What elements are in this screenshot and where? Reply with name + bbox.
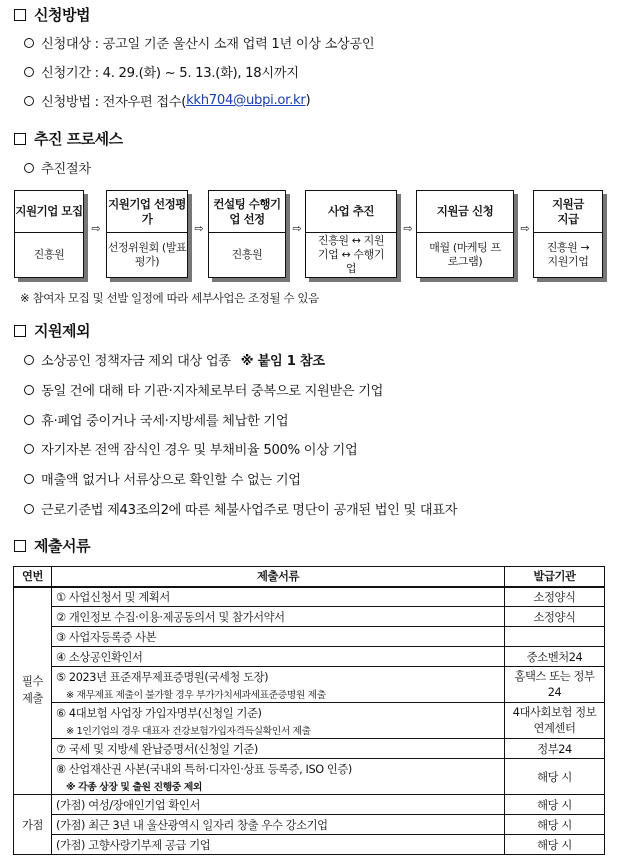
document-name: ① 사업신청서 및 계획서	[52, 587, 505, 607]
document-issuer: 해당 시	[505, 835, 605, 855]
apply-item-text: 신청대상 : 공고일 기준 울산시 소재 업력 1년 이상 소상공인	[41, 37, 375, 52]
process-subtitle	[24, 158, 91, 177]
document-note: ※ 1인기업의 경우 대표자 건강보험가입자격득실확인서 제출	[52, 723, 505, 739]
apply-item-method	[24, 91, 310, 110]
document-name: (가점) 여성/장애인기업 확인서	[52, 795, 505, 815]
right-arrow-icon: ⇨	[194, 222, 204, 235]
process-step-body: 진흥원 ↔ 지원기업 ↔ 수행기업	[317, 234, 385, 275]
process-subtitle-text: 추진절차	[41, 162, 91, 177]
circle-bullet-icon	[24, 38, 34, 48]
process-step-evaluation	[106, 190, 188, 278]
square-bullet-icon	[14, 325, 26, 337]
section-title-documents	[14, 535, 90, 556]
document-name: ⑦ 국세 및 지방세 완납증명서(신청일 기준)	[52, 739, 505, 759]
circle-bullet-icon	[24, 504, 34, 514]
exclusion-item-text: 자기자본 전액 잠식인 경우 및 부채비율 500% 이상 기업	[41, 443, 358, 458]
document-issuer: 중소벤처24	[505, 647, 605, 667]
document-issuer: 해당 시	[505, 815, 605, 835]
process-step-recruit	[14, 190, 84, 278]
section-title-apply	[14, 4, 90, 25]
process-step-body: 진흥원 → 지원기업	[546, 241, 590, 268]
exclusion-item	[24, 410, 288, 429]
document-name: ④ 소상공인확인서	[52, 647, 505, 667]
process-step-body: 선정위원회 (발표평가)	[107, 241, 187, 268]
document-name: (가점) 최근 3년 내 울산광역시 일자리 창출 우수 강소기업	[52, 815, 505, 835]
square-bullet-icon	[14, 133, 26, 145]
document-name: ⑥ 4대보험 사업장 가입자명부(신청일 기준)	[52, 703, 505, 723]
section-title-text: 지원제외	[34, 322, 90, 340]
section-title-text: 제출서류	[34, 537, 90, 555]
process-step-body: 매월 (마케팅 프로그램)	[429, 241, 501, 268]
document-name: ③ 사업자등록증 사본	[52, 627, 505, 647]
exclusion-item-text: 매출액 없거나 서류상으로 확인할 수 없는 기업	[41, 473, 301, 488]
section-title-text: 추진 프로세스	[34, 130, 123, 148]
table-row	[14, 703, 605, 723]
process-step-body: 진흥원	[33, 248, 65, 262]
document-issuer	[505, 627, 605, 647]
process-step-business	[305, 190, 397, 278]
header-no: 연번	[14, 567, 52, 587]
process-step-title: 지원금 신청	[417, 191, 513, 233]
circle-bullet-icon	[24, 385, 34, 395]
circle-bullet-icon	[24, 163, 34, 173]
process-step-title: 지원금 지급	[534, 191, 602, 233]
document-name: (가점) 고향사랑기부제 공급 기업	[52, 835, 505, 855]
process-step-consulting	[208, 190, 286, 278]
document-issuer: 정부24	[505, 739, 605, 759]
table-row	[14, 759, 605, 779]
exclusion-item	[24, 469, 301, 488]
document-note: ※ 재무제표 제출이 불가할 경우 부가가치세과세표준증명원 제출	[52, 687, 505, 703]
header-document: 제출서류	[52, 567, 505, 587]
table-row	[14, 607, 605, 627]
process-step-title: 지원기업 모집	[15, 191, 83, 233]
section-title-exclusion	[14, 320, 90, 341]
circle-bullet-icon	[24, 444, 34, 454]
document-issuer: 4대사회보험 정보연계센터	[505, 703, 605, 739]
apply-item-text: 신청방법 : 전자우편 접수(	[41, 95, 187, 110]
attachment-reference: ※ 붙임 1 참조	[240, 354, 325, 369]
paren-close: )	[305, 93, 311, 108]
circle-bullet-icon	[24, 67, 34, 77]
process-step-apply-fund	[416, 190, 514, 278]
square-bullet-icon	[14, 9, 26, 21]
exclusion-item-text: 동일 건에 대해 타 기관·지자체로부터 중복으로 지원받은 기업	[41, 384, 384, 399]
table-row	[14, 667, 605, 687]
header-issuer: 발급기관	[505, 567, 605, 587]
apply-item-period	[24, 62, 299, 81]
circle-bullet-icon	[24, 355, 34, 365]
square-bullet-icon	[14, 540, 26, 552]
apply-item-text: 신청기간 : 4. 29.(화) ~ 5. 13.(화), 18시까지	[41, 66, 299, 81]
circle-bullet-icon	[24, 96, 34, 106]
document-issuer: 소정양식	[505, 587, 605, 607]
group-label-extra: 가점	[14, 795, 52, 855]
exclusion-item-text: 근로기준법 제43조의2에 따른 체불사업주로 명단이 공개된 법인 및 대표자	[41, 503, 458, 518]
document-name: ⑤ 2023년 표준재무제표증명원(국세청 도장)	[52, 667, 505, 687]
exclusion-item	[24, 380, 383, 399]
table-row	[14, 835, 605, 855]
exclusion-item-text: 휴·폐업 중이거나 국세·지방세를 체납한 기업	[41, 414, 289, 429]
section-title-text: 신청방법	[34, 6, 90, 24]
circle-bullet-icon	[24, 474, 34, 484]
table-row	[14, 647, 605, 667]
process-step-payment	[533, 190, 603, 278]
document-issuer: 해당 시	[505, 795, 605, 815]
document-issuer: 홈택스 또는 정부24	[505, 667, 605, 703]
table-row	[14, 627, 605, 647]
document-issuer: 해당 시	[505, 759, 605, 795]
table-row	[14, 739, 605, 759]
table-row	[14, 587, 605, 607]
exclusion-item	[24, 439, 357, 458]
table-row	[14, 795, 605, 815]
document-name: ② 개인정보 수집·이용·제공동의서 및 참가서약서	[52, 607, 505, 627]
apply-item-target	[24, 33, 374, 52]
process-note: ※ 참여자 모집 및 선발 일정에 따라 세부사업은 조정될 수 있음	[20, 291, 319, 305]
process-step-title: 사업 추진	[306, 191, 396, 233]
document-name: ⑧ 산업재산권 사본(국내외 특허·디자인·상표 등록증, ISO 인증)	[52, 759, 505, 779]
circle-bullet-icon	[24, 415, 34, 425]
table-header-row	[14, 567, 605, 587]
right-arrow-icon: ⇨	[91, 222, 101, 235]
process-step-body: 진흥원	[231, 248, 263, 262]
document-note: ※ 각종 상장 및 출원 진행중 제외	[52, 779, 505, 795]
exclusion-item	[24, 350, 325, 369]
email-link[interactable]: kkh704@ubpi.or.kr	[186, 93, 306, 108]
section-title-process	[14, 128, 123, 149]
process-step-title: 지원기업 선정평가	[107, 191, 187, 233]
documents-table	[13, 566, 605, 855]
exclusion-item-text: 소상공인 정책자금 제외 대상 업종	[41, 354, 231, 369]
exclusion-item	[24, 499, 457, 518]
right-arrow-icon: ⇨	[520, 222, 530, 235]
right-arrow-icon: ⇨	[292, 222, 302, 235]
process-step-title: 컨설팅 수행기업 선정	[209, 191, 285, 233]
document-issuer: 소정양식	[505, 607, 605, 627]
group-label-required: 필수 제출	[14, 587, 52, 795]
table-row	[14, 815, 605, 835]
right-arrow-icon: ⇨	[403, 222, 413, 235]
